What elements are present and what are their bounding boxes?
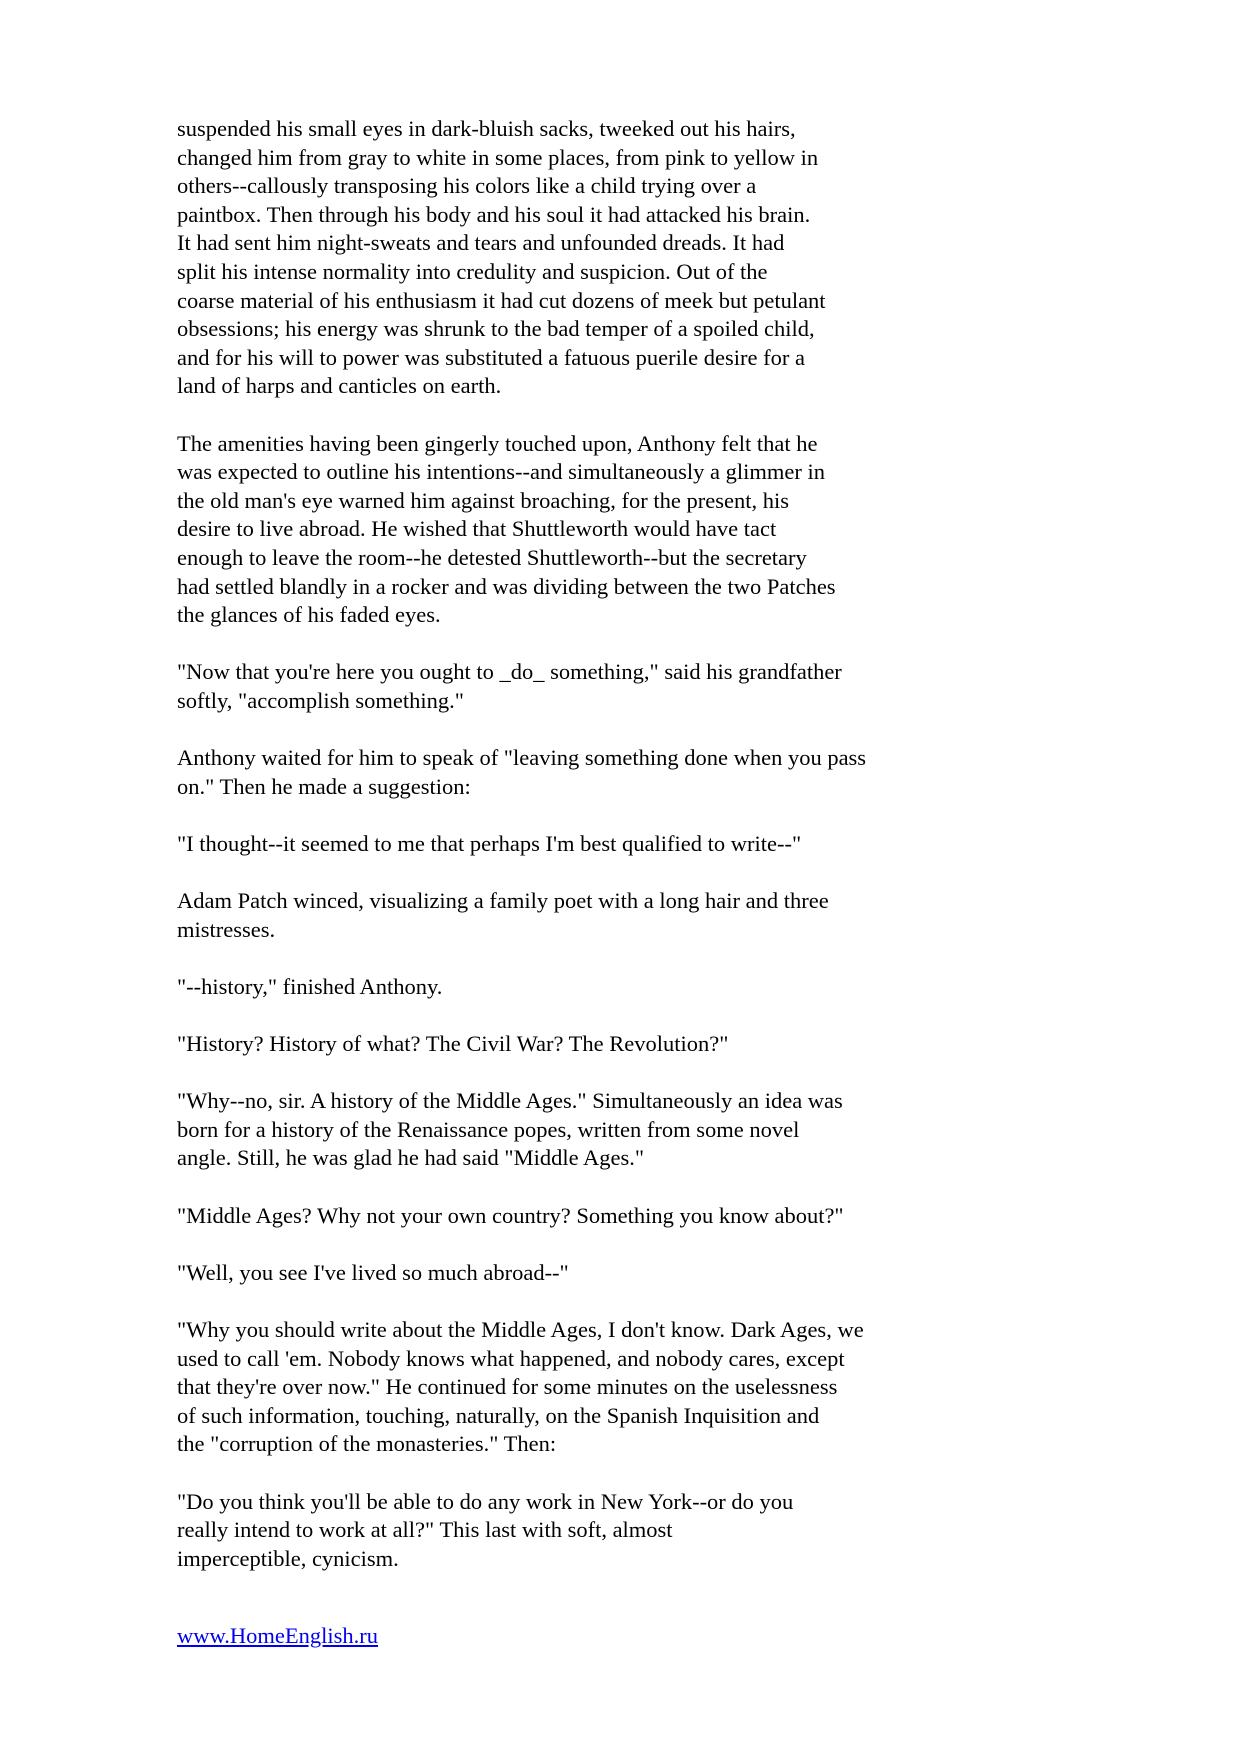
text-line: was expected to outline his intentions--and simultaneously a glimmer in (177, 459, 825, 485)
text-line: really intend to work at all?" This last with soft, almost (177, 1517, 673, 1543)
footer-link[interactable]: www.HomeEnglish.ru (177, 1623, 379, 1648)
text-line: "Now that you're here you ought to _do_ something," said his grandfather (177, 659, 842, 685)
text-line: mistresses. (177, 916, 276, 942)
text-line: and for his will to power was substituted a fatuous puerile desire for a (177, 344, 805, 370)
text-line: the glances of his faded eyes. (177, 602, 441, 628)
paragraph (177, 1259, 977, 1288)
paragraph (177, 1202, 977, 1231)
paragraph (177, 1488, 977, 1574)
text-line: softly, "accomplish something." (177, 687, 464, 713)
text-line: enough to leave the room--he detested Shuttleworth--but the secretary (177, 544, 807, 570)
text-line: others--callously transposing his colors like a child trying over a (177, 173, 757, 199)
page-body (177, 115, 977, 1602)
text-line: coarse material of his enthusiasm it had cut dozens of meek but petulant (177, 287, 826, 313)
text-line: "Why--no, sir. A history of the Middle Ages." Simultaneously an idea was (177, 1088, 843, 1114)
text-line: used to call 'em. Nobody knows what happened, and nobody cares, except (177, 1345, 845, 1371)
paragraph (177, 1316, 977, 1459)
text-line: "Well, you see I've lived so much abroad--" (177, 1259, 569, 1285)
text-line: "Do you think you'll be able to do any work in New York--or do you (177, 1488, 794, 1514)
paragraph (177, 430, 977, 630)
text-line: suspended his small eyes in dark-bluish sacks, tweeked out his hairs, (177, 116, 796, 141)
text-line: obsessions; his energy was shrunk to the bad temper of a spoiled child, (177, 316, 815, 342)
text-line: the old man's eye warned him against broaching, for the present, his (177, 487, 790, 513)
text-line: born for a history of the Renaissance popes, written from some novel (177, 1116, 800, 1142)
text-line: land of harps and canticles on earth. (177, 373, 502, 399)
text-line: imperceptible, cynicism. (177, 1545, 399, 1571)
text-line: angle. Still, he was glad he had said "Middle Ages." (177, 1145, 645, 1171)
text-line: of such information, touching, naturally, on the Spanish Inquisition and (177, 1402, 820, 1428)
text-line: Adam Patch winced, visualizing a family poet with a long hair and three (177, 888, 829, 914)
paragraph (177, 973, 977, 1002)
text-line: changed him from gray to white in some places, from pink to yellow in (177, 144, 819, 170)
paragraph (177, 744, 977, 801)
text-body (177, 115, 977, 1573)
text-line: It had sent him night-sweats and tears and unfounded dreads. It had (177, 230, 785, 256)
text-line: "--history," finished Anthony. (177, 973, 443, 999)
text-line: split his intense normality into credulity and suspicion. Out of the (177, 258, 768, 284)
paragraph (177, 830, 977, 859)
text-line: paintbox. Then through his body and his soul it had attacked his brain. (177, 201, 811, 227)
text-line: had settled blandly in a rocker and was dividing between the two Patches (177, 573, 836, 599)
text-line: that they're over now." He continued for some minutes on the uselessness (177, 1374, 838, 1400)
paragraph (177, 115, 977, 401)
text-line: Anthony waited for him to speak of "leaving something done when you pass (177, 745, 867, 771)
text-line: on." Then he made a suggestion: (177, 773, 471, 799)
text-line: The amenities having been gingerly touched upon, Anthony felt that he (177, 430, 818, 456)
text-line: "Why you should write about the Middle Ages, I don't know. Dark Ages, we (177, 1316, 864, 1342)
text-line: the "corruption of the monasteries." Then: (177, 1431, 557, 1457)
text-line: "History? History of what? The Civil War? The Revolution?" (177, 1031, 729, 1056)
paragraph (177, 1030, 977, 1059)
text-line: "Middle Ages? Why not your own country? Something you know about?" (177, 1202, 844, 1228)
paragraph (177, 887, 977, 944)
paragraph (177, 658, 977, 715)
text-line: "I thought--it seemed to me that perhaps I'm best qualified to write--" (177, 830, 802, 856)
text-line: desire to live abroad. He wished that Shuttleworth would have tact (177, 516, 777, 542)
paragraph (177, 1087, 977, 1173)
